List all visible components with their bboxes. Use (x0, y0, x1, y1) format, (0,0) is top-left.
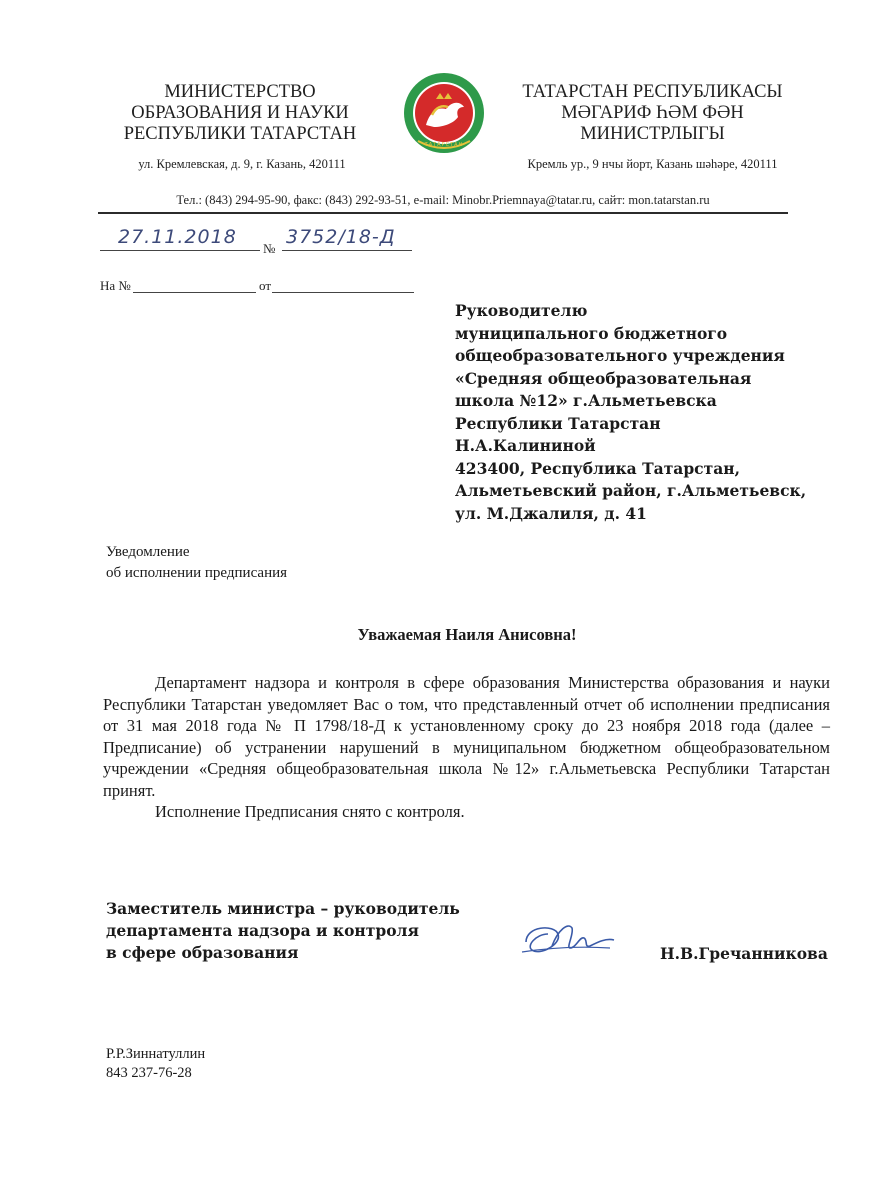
recipient-line: Альметьевский район, г.Альметьевск, (455, 481, 807, 500)
reply-underline (133, 292, 256, 293)
position-line: в сфере образования (106, 943, 299, 962)
recipient-line: ул. М.Джалиля, д. 41 (455, 503, 647, 523)
executor-name: Р.Р.Зиннатуллин (106, 1046, 206, 1062)
executor-block (106, 1045, 205, 1083)
position-line: Заместитель министра – руководитель (106, 899, 460, 918)
from-label: от (259, 278, 272, 293)
salutation: Уважаемая Наиля Анисовна! (357, 625, 577, 644)
registration-date: 27.11.2018 (118, 226, 237, 248)
recipient-block (455, 300, 835, 525)
ministry-name-ru (95, 82, 385, 145)
subject-line: об исполнении предписания (106, 565, 288, 581)
ministry-address-tt: Кремль ур., 9 нчы йорт, Казань шәһәре, 420111 (527, 157, 778, 171)
number-sign: № (263, 241, 276, 256)
recipient-line: Н.А.Калининой (455, 436, 596, 455)
ministry-name-tt (500, 82, 805, 145)
recipient-line: общеобразовательного учреждения (455, 346, 785, 365)
ministry-name-ru-line: МИНИСТЕРСТВО (164, 82, 316, 102)
date-underline (100, 250, 260, 251)
emblem-caption: ТАТАРСТАН (424, 142, 464, 148)
contacts-line: Тел.: (843) 294-95-90, факс: (843) 292-93-51, e-mail: Minobr.Priemnaya@tatar.ru, сайт: mon.tatarstan.ru (176, 193, 710, 207)
reply-label: На № (100, 278, 131, 293)
subject-line: Уведомление (106, 544, 190, 560)
signatory-position (106, 898, 506, 964)
body-paragraph: Департамент надзора и контроля в сфере образования Министерства образования и науки Республики Татарстан уведомляет Вас о том, что представленный отчет об исполнении предписания от 31 мая 2018 года № П 1798/18-Д к установленному сроку до 23 ноября 2018 года (далее – Предписание) об устранении нарушений в муниципальном бюджетном общеобразовательном учреждении «Средняя общеобразовательная школа №12» г.Альметьевска Республики Татарстан принят. (103, 673, 830, 800)
position-line: департамента надзора и контроля (106, 921, 419, 940)
recipient-line: «Средняя общеобразовательная (455, 368, 752, 388)
registration-number: 3752/18-Д (286, 226, 396, 248)
ministry-name-ru-line: ОБРАЗОВАНИЯ И НАУКИ (131, 103, 349, 123)
subject-block (106, 542, 287, 584)
recipient-line: 423400, Республика Татарстан, (455, 458, 741, 478)
recipient-line: Республики Татарстан (455, 413, 661, 433)
recipient-line: муниципального бюджетного (455, 323, 728, 343)
ministry-address-ru: ул. Кремлевская, д. 9, г. Казань, 420111 (138, 157, 346, 171)
ministry-name-tt-line: МИНИСТРЛЫГЫ (580, 124, 725, 144)
ministry-name-ru-line: РЕСПУБЛИКИ ТАТАРСТАН (123, 124, 357, 144)
body-paragraph: Исполнение Предписания снято с контроля. (155, 802, 465, 821)
ministry-name-tt-line: МӘГАРИФ ҺӘМ ФӘН (561, 103, 744, 123)
from-underline (272, 292, 414, 293)
number-underline (282, 250, 412, 251)
header-rule (98, 212, 788, 214)
recipient-line: школа №12» г.Альметьевска (455, 391, 717, 410)
handwritten-signature (518, 912, 618, 962)
ministry-name-tt-line: ТАТАРСТАН РЕСПУБЛИКАСЫ (522, 82, 783, 102)
letter-body (103, 672, 830, 823)
signatory-name: Н.В.Гречанникова (660, 944, 828, 963)
recipient-line: Руководителю (455, 301, 588, 320)
executor-phone: 843 237-76-28 (106, 1065, 192, 1081)
